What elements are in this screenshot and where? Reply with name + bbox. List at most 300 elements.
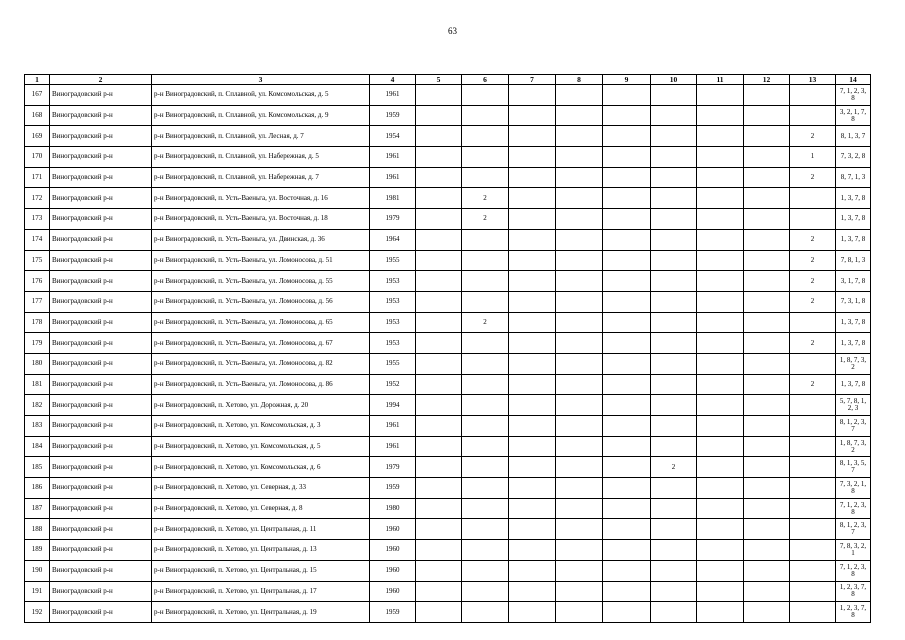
address-cell: р-н Виноградовский, п. Хетово, ул. Комсомольская, д. 5 bbox=[152, 436, 370, 457]
col8-cell bbox=[556, 147, 603, 168]
col10-cell bbox=[651, 188, 697, 209]
address-cell: р-н Виноградовский, п. Сплавной, ул. Лесная, д. 7 bbox=[152, 126, 370, 147]
col10-cell bbox=[651, 395, 697, 416]
col5-cell bbox=[416, 374, 462, 395]
col5-cell bbox=[416, 519, 462, 540]
col9-cell bbox=[603, 478, 651, 499]
row-number: 172 bbox=[25, 188, 50, 209]
col10-cell: 2 bbox=[651, 457, 697, 478]
col14-cell: 1, 3, 7, 8 bbox=[836, 374, 871, 395]
table-row bbox=[25, 374, 871, 395]
col9-cell bbox=[603, 540, 651, 561]
col13-cell bbox=[790, 312, 836, 333]
col7-cell bbox=[509, 457, 556, 478]
register-table bbox=[24, 74, 871, 623]
col14-cell: 7, 3, 2, 1, 8 bbox=[836, 478, 871, 499]
row-number: 181 bbox=[25, 374, 50, 395]
col5-cell bbox=[416, 498, 462, 519]
district-cell: Виноградовский р-н bbox=[50, 436, 152, 457]
table-row bbox=[25, 416, 871, 437]
col14-cell: 1, 3, 7, 8 bbox=[836, 209, 871, 230]
col5-cell bbox=[416, 395, 462, 416]
table-row bbox=[25, 209, 871, 230]
column-header-13: 13 bbox=[790, 75, 836, 85]
col9-cell bbox=[603, 457, 651, 478]
col6-cell bbox=[462, 498, 509, 519]
col13-cell bbox=[790, 478, 836, 499]
row-number: 178 bbox=[25, 312, 50, 333]
col10-cell bbox=[651, 105, 697, 126]
col11-cell bbox=[697, 291, 744, 312]
table-row bbox=[25, 312, 871, 333]
col14-cell: 1, 2, 3, 7, 8 bbox=[836, 602, 871, 623]
col8-cell bbox=[556, 167, 603, 188]
row-number: 192 bbox=[25, 602, 50, 623]
col12-cell bbox=[744, 436, 790, 457]
col10-cell bbox=[651, 229, 697, 250]
col13-cell bbox=[790, 457, 836, 478]
col10-cell bbox=[651, 353, 697, 374]
col14-cell: 8, 7, 1, 3 bbox=[836, 167, 871, 188]
col7-cell bbox=[509, 167, 556, 188]
district-cell: Виноградовский р-н bbox=[50, 478, 152, 499]
row-number: 186 bbox=[25, 478, 50, 499]
row-number: 177 bbox=[25, 291, 50, 312]
col14-cell: 1, 3, 7, 8 bbox=[836, 188, 871, 209]
col14-cell: 7, 8, 1, 3 bbox=[836, 250, 871, 271]
col11-cell bbox=[697, 395, 744, 416]
col10-cell bbox=[651, 312, 697, 333]
year-cell: 1959 bbox=[370, 478, 416, 499]
col14-cell: 8, 1, 3, 5, 7 bbox=[836, 457, 871, 478]
year-cell: 1961 bbox=[370, 147, 416, 168]
row-number: 179 bbox=[25, 333, 50, 354]
col12-cell bbox=[744, 147, 790, 168]
district-cell: Виноградовский р-н bbox=[50, 105, 152, 126]
col7-cell bbox=[509, 498, 556, 519]
col12-cell bbox=[744, 581, 790, 602]
page-number: 63 bbox=[448, 26, 457, 36]
col7-cell bbox=[509, 312, 556, 333]
year-cell: 1961 bbox=[370, 436, 416, 457]
district-cell: Виноградовский р-н bbox=[50, 147, 152, 168]
row-number: 188 bbox=[25, 519, 50, 540]
col12-cell bbox=[744, 416, 790, 437]
column-header-14: 14 bbox=[836, 75, 871, 85]
year-cell: 1994 bbox=[370, 395, 416, 416]
col5-cell bbox=[416, 85, 462, 106]
col12-cell bbox=[744, 312, 790, 333]
col9-cell bbox=[603, 353, 651, 374]
year-cell: 1960 bbox=[370, 581, 416, 602]
district-cell: Виноградовский р-н bbox=[50, 188, 152, 209]
col12-cell bbox=[744, 353, 790, 374]
col7-cell bbox=[509, 374, 556, 395]
year-cell: 1960 bbox=[370, 519, 416, 540]
row-number: 184 bbox=[25, 436, 50, 457]
col13-cell bbox=[790, 581, 836, 602]
col9-cell bbox=[603, 333, 651, 354]
table-row bbox=[25, 436, 871, 457]
col9-cell bbox=[603, 209, 651, 230]
col7-cell bbox=[509, 436, 556, 457]
col8-cell bbox=[556, 271, 603, 292]
col7-cell bbox=[509, 271, 556, 292]
col10-cell bbox=[651, 209, 697, 230]
table-row bbox=[25, 353, 871, 374]
district-cell: Виноградовский р-н bbox=[50, 395, 152, 416]
col10-cell bbox=[651, 167, 697, 188]
header-row bbox=[25, 75, 871, 85]
table-row bbox=[25, 498, 871, 519]
table-row bbox=[25, 333, 871, 354]
col11-cell bbox=[697, 126, 744, 147]
col11-cell bbox=[697, 457, 744, 478]
col9-cell bbox=[603, 436, 651, 457]
col6-cell bbox=[462, 126, 509, 147]
year-cell: 1959 bbox=[370, 105, 416, 126]
table-row bbox=[25, 395, 871, 416]
col13-cell bbox=[790, 105, 836, 126]
address-cell: р-н Виноградовский, п. Хетово, ул. Центральная, д. 17 bbox=[152, 581, 370, 602]
district-cell: Виноградовский р-н bbox=[50, 602, 152, 623]
table-row bbox=[25, 581, 871, 602]
col6-cell bbox=[462, 271, 509, 292]
col11-cell bbox=[697, 85, 744, 106]
address-cell: р-н Виноградовский, п. Хетово, ул. Центральная, д. 11 bbox=[152, 519, 370, 540]
col6-cell bbox=[462, 540, 509, 561]
col12-cell bbox=[744, 457, 790, 478]
district-cell: Виноградовский р-н bbox=[50, 126, 152, 147]
col9-cell bbox=[603, 581, 651, 602]
col6-cell bbox=[462, 478, 509, 499]
col6-cell: 2 bbox=[462, 209, 509, 230]
col9-cell bbox=[603, 147, 651, 168]
col9-cell bbox=[603, 602, 651, 623]
col8-cell bbox=[556, 353, 603, 374]
col7-cell bbox=[509, 416, 556, 437]
col13-cell bbox=[790, 395, 836, 416]
col9-cell bbox=[603, 271, 651, 292]
col11-cell bbox=[697, 519, 744, 540]
col5-cell bbox=[416, 167, 462, 188]
col6-cell bbox=[462, 560, 509, 581]
table-row bbox=[25, 602, 871, 623]
row-number: 167 bbox=[25, 85, 50, 106]
table-row bbox=[25, 291, 871, 312]
col11-cell bbox=[697, 353, 744, 374]
col12-cell bbox=[744, 250, 790, 271]
column-header-12: 12 bbox=[744, 75, 790, 85]
col14-cell: 1, 3, 7, 8 bbox=[836, 333, 871, 354]
col9-cell bbox=[603, 188, 651, 209]
col13-cell: 2 bbox=[790, 271, 836, 292]
col7-cell bbox=[509, 478, 556, 499]
table-row bbox=[25, 188, 871, 209]
col6-cell bbox=[462, 291, 509, 312]
col7-cell bbox=[509, 353, 556, 374]
address-cell: р-н Виноградовский, п. Хетово, ул. Северная, д. 33 bbox=[152, 478, 370, 499]
year-cell: 1981 bbox=[370, 188, 416, 209]
table-row bbox=[25, 105, 871, 126]
table-row bbox=[25, 229, 871, 250]
col8-cell bbox=[556, 85, 603, 106]
col8-cell bbox=[556, 188, 603, 209]
table-row bbox=[25, 250, 871, 271]
row-number: 187 bbox=[25, 498, 50, 519]
col8-cell bbox=[556, 312, 603, 333]
col10-cell bbox=[651, 291, 697, 312]
col14-cell: 1, 3, 7, 8 bbox=[836, 312, 871, 333]
col13-cell bbox=[790, 602, 836, 623]
col7-cell bbox=[509, 126, 556, 147]
col10-cell bbox=[651, 602, 697, 623]
col11-cell bbox=[697, 498, 744, 519]
address-cell: р-н Виноградовский, п. Усть-Ваеньга, ул. Восточная, д. 18 bbox=[152, 209, 370, 230]
district-cell: Виноградовский р-н bbox=[50, 374, 152, 395]
row-number: 183 bbox=[25, 416, 50, 437]
address-cell: р-н Виноградовский, п. Хетово, ул. Центральная, д. 19 bbox=[152, 602, 370, 623]
col8-cell bbox=[556, 581, 603, 602]
col8-cell bbox=[556, 105, 603, 126]
col12-cell bbox=[744, 540, 790, 561]
table-row bbox=[25, 126, 871, 147]
col6-cell bbox=[462, 105, 509, 126]
col14-cell: 1, 2, 3, 7, 8 bbox=[836, 581, 871, 602]
col7-cell bbox=[509, 540, 556, 561]
col10-cell bbox=[651, 581, 697, 602]
col13-cell bbox=[790, 540, 836, 561]
col10-cell bbox=[651, 478, 697, 499]
address-cell: р-н Виноградовский, п. Хетово, ул. Центральная, д. 15 bbox=[152, 560, 370, 581]
col14-cell: 3, 1, 7, 8 bbox=[836, 271, 871, 292]
year-cell: 1953 bbox=[370, 312, 416, 333]
col5-cell bbox=[416, 105, 462, 126]
col14-cell: 5, 7, 8, 1, 2, 3 bbox=[836, 395, 871, 416]
row-number: 175 bbox=[25, 250, 50, 271]
col11-cell bbox=[697, 416, 744, 437]
col13-cell bbox=[790, 209, 836, 230]
col13-cell: 2 bbox=[790, 374, 836, 395]
address-cell: р-н Виноградовский, п. Сплавной, ул. Набережная, д. 7 bbox=[152, 167, 370, 188]
col13-cell: 2 bbox=[790, 229, 836, 250]
col8-cell bbox=[556, 436, 603, 457]
district-cell: Виноградовский р-н bbox=[50, 416, 152, 437]
col5-cell bbox=[416, 229, 462, 250]
col6-cell bbox=[462, 602, 509, 623]
district-cell: Виноградовский р-н bbox=[50, 167, 152, 188]
table-row bbox=[25, 271, 871, 292]
year-cell: 1952 bbox=[370, 374, 416, 395]
row-number: 189 bbox=[25, 540, 50, 561]
address-cell: р-н Виноградовский, п. Сплавной, ул. Комсомольская, д. 5 bbox=[152, 85, 370, 106]
row-number: 191 bbox=[25, 581, 50, 602]
row-number: 173 bbox=[25, 209, 50, 230]
address-cell: р-н Виноградовский, п. Сплавной, ул. Набережная, д. 5 bbox=[152, 147, 370, 168]
col5-cell bbox=[416, 188, 462, 209]
col14-cell: 1, 3, 7, 8 bbox=[836, 229, 871, 250]
col13-cell: 2 bbox=[790, 167, 836, 188]
col9-cell bbox=[603, 312, 651, 333]
col11-cell bbox=[697, 167, 744, 188]
row-number: 174 bbox=[25, 229, 50, 250]
col5-cell bbox=[416, 126, 462, 147]
col14-cell: 1, 8, 7, 3, 2 bbox=[836, 436, 871, 457]
col11-cell bbox=[697, 312, 744, 333]
year-cell: 1979 bbox=[370, 457, 416, 478]
year-cell: 1953 bbox=[370, 291, 416, 312]
column-header-10: 10 bbox=[651, 75, 697, 85]
col13-cell bbox=[790, 353, 836, 374]
district-cell: Виноградовский р-н bbox=[50, 333, 152, 354]
col12-cell bbox=[744, 498, 790, 519]
col8-cell bbox=[556, 498, 603, 519]
col13-cell bbox=[790, 85, 836, 106]
table-row bbox=[25, 147, 871, 168]
table-body bbox=[25, 85, 871, 623]
col11-cell bbox=[697, 540, 744, 561]
col14-cell: 7, 1, 2, 3, 8 bbox=[836, 498, 871, 519]
district-cell: Виноградовский р-н bbox=[50, 209, 152, 230]
col6-cell bbox=[462, 416, 509, 437]
col13-cell bbox=[790, 416, 836, 437]
col5-cell bbox=[416, 416, 462, 437]
col7-cell bbox=[509, 188, 556, 209]
col5-cell bbox=[416, 209, 462, 230]
col10-cell bbox=[651, 436, 697, 457]
address-cell: р-н Виноградовский, п. Усть-Ваеньга, ул. Ломоносова, д. 67 bbox=[152, 333, 370, 354]
col13-cell: 2 bbox=[790, 126, 836, 147]
col11-cell bbox=[697, 188, 744, 209]
col14-cell: 3, 2, 1, 7, 8 bbox=[836, 105, 871, 126]
col14-cell: 7, 1, 2, 3, 8 bbox=[836, 560, 871, 581]
col9-cell bbox=[603, 126, 651, 147]
col7-cell bbox=[509, 147, 556, 168]
district-cell: Виноградовский р-н bbox=[50, 229, 152, 250]
district-cell: Виноградовский р-н bbox=[50, 312, 152, 333]
col9-cell bbox=[603, 167, 651, 188]
col6-cell bbox=[462, 353, 509, 374]
col11-cell bbox=[697, 105, 744, 126]
col13-cell: 1 bbox=[790, 147, 836, 168]
column-header-6: 6 bbox=[462, 75, 509, 85]
col10-cell bbox=[651, 250, 697, 271]
col7-cell bbox=[509, 250, 556, 271]
year-cell: 1979 bbox=[370, 209, 416, 230]
year-cell: 1961 bbox=[370, 416, 416, 437]
col10-cell bbox=[651, 560, 697, 581]
col6-cell bbox=[462, 250, 509, 271]
col5-cell bbox=[416, 478, 462, 499]
year-cell: 1960 bbox=[370, 560, 416, 581]
col8-cell bbox=[556, 519, 603, 540]
column-header-2: 2 bbox=[50, 75, 152, 85]
year-cell: 1960 bbox=[370, 540, 416, 561]
table-row bbox=[25, 478, 871, 499]
address-cell: р-н Виноградовский, п. Хетово, ул. Северная, д. 8 bbox=[152, 498, 370, 519]
address-cell: р-н Виноградовский, п. Усть-Ваеньга, ул. Ломоносова, д. 65 bbox=[152, 312, 370, 333]
col5-cell bbox=[416, 271, 462, 292]
row-number: 171 bbox=[25, 167, 50, 188]
col7-cell bbox=[509, 209, 556, 230]
col5-cell bbox=[416, 250, 462, 271]
col7-cell bbox=[509, 229, 556, 250]
col13-cell: 2 bbox=[790, 250, 836, 271]
col13-cell bbox=[790, 188, 836, 209]
col12-cell bbox=[744, 126, 790, 147]
col13-cell bbox=[790, 436, 836, 457]
col9-cell bbox=[603, 105, 651, 126]
row-number: 185 bbox=[25, 457, 50, 478]
col12-cell bbox=[744, 209, 790, 230]
year-cell: 1959 bbox=[370, 602, 416, 623]
year-cell: 1954 bbox=[370, 126, 416, 147]
row-number: 168 bbox=[25, 105, 50, 126]
col9-cell bbox=[603, 291, 651, 312]
col8-cell bbox=[556, 560, 603, 581]
district-cell: Виноградовский р-н bbox=[50, 560, 152, 581]
year-cell: 1961 bbox=[370, 167, 416, 188]
col6-cell bbox=[462, 147, 509, 168]
col5-cell bbox=[416, 436, 462, 457]
col11-cell bbox=[697, 374, 744, 395]
column-header-8: 8 bbox=[556, 75, 603, 85]
table-row bbox=[25, 85, 871, 106]
address-cell: р-н Виноградовский, п. Усть-Ваеньга, ул. Ломоносова, д. 51 bbox=[152, 250, 370, 271]
col6-cell bbox=[462, 85, 509, 106]
col12-cell bbox=[744, 395, 790, 416]
col13-cell bbox=[790, 560, 836, 581]
district-cell: Виноградовский р-н bbox=[50, 457, 152, 478]
row-number: 182 bbox=[25, 395, 50, 416]
address-cell: р-н Виноградовский, п. Усть-Ваеньга, ул. Ломоносова, д. 82 bbox=[152, 353, 370, 374]
col8-cell bbox=[556, 374, 603, 395]
row-number: 170 bbox=[25, 147, 50, 168]
col12-cell bbox=[744, 85, 790, 106]
col10-cell bbox=[651, 271, 697, 292]
col6-cell bbox=[462, 519, 509, 540]
col9-cell bbox=[603, 498, 651, 519]
col10-cell bbox=[651, 519, 697, 540]
col12-cell bbox=[744, 105, 790, 126]
col7-cell bbox=[509, 291, 556, 312]
address-cell: р-н Виноградовский, п. Усть-Ваеньга, ул. Ломоносова, д. 56 bbox=[152, 291, 370, 312]
col12-cell bbox=[744, 560, 790, 581]
col12-cell bbox=[744, 602, 790, 623]
address-cell: р-н Виноградовский, п. Хетово, ул. Комсомольская, д. 6 bbox=[152, 457, 370, 478]
col11-cell bbox=[697, 560, 744, 581]
col12-cell bbox=[744, 519, 790, 540]
table-row bbox=[25, 540, 871, 561]
col8-cell bbox=[556, 126, 603, 147]
year-cell: 1953 bbox=[370, 333, 416, 354]
col9-cell bbox=[603, 374, 651, 395]
column-header-11: 11 bbox=[697, 75, 744, 85]
col10-cell bbox=[651, 540, 697, 561]
year-cell: 1953 bbox=[370, 271, 416, 292]
col8-cell bbox=[556, 333, 603, 354]
column-header-3: 3 bbox=[152, 75, 370, 85]
col6-cell: 2 bbox=[462, 312, 509, 333]
col11-cell bbox=[697, 436, 744, 457]
col8-cell bbox=[556, 250, 603, 271]
address-cell: р-н Виноградовский, п. Усть-Ваеньга, ул. Двинская, д. 36 bbox=[152, 229, 370, 250]
col13-cell: 2 bbox=[790, 291, 836, 312]
address-cell: р-н Виноградовский, п. Хетово, ул. Комсомольская, д. 3 bbox=[152, 416, 370, 437]
col6-cell bbox=[462, 167, 509, 188]
col12-cell bbox=[744, 478, 790, 499]
district-cell: Виноградовский р-н bbox=[50, 498, 152, 519]
